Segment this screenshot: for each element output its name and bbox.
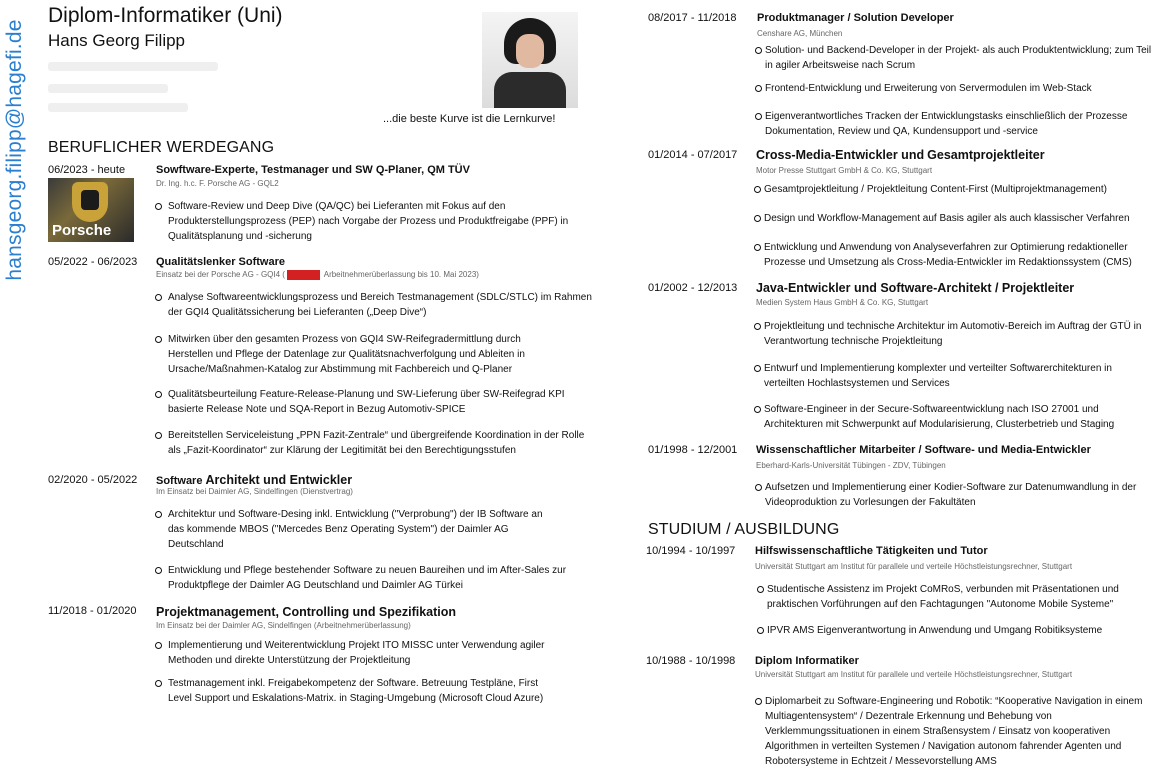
list-item: Projektleitung und technische Architektur im Automotiv-Bereich im Auftrag der GTÜ in Verantwortung technische Projektleitung xyxy=(764,319,1154,349)
list-item: Entwicklung und Pflege bestehender Software zu neuen Baureihen und im After-Sales zur Produktpflege der Daimler AG Deutschland und Daimler AG Türkei xyxy=(168,565,567,591)
blurred-contact-line xyxy=(48,84,168,93)
list-item: Design und Workflow-Management auf Basis agiler als auch klassischer Verfahren xyxy=(764,211,1154,226)
list-item: Software-Engineer in der Secure-Softwareentwicklung nach ISO 27001 und Architekturen mit Schwerpunkt auf Modularisierung, Clusterbetrieb und Staging xyxy=(764,402,1154,432)
list-item: Architektur und Software-Desing inkl. Entwicklung ("Verprobung") der IB Software an das kommende MBOS ("Mercedes Benz Operating System") der Daimler AG Deutschland xyxy=(168,507,558,552)
entry-role: Hilfswissenschaftliche Tätigkeiten und Tutor xyxy=(755,545,988,557)
entry-org: Medien System Haus GmbH & Co. KG, Stuttgart xyxy=(756,298,929,307)
person-name: Hans Georg Filipp xyxy=(48,31,186,50)
entry-date: 01/1998 - 12/2001 xyxy=(648,444,738,456)
entry-role: Diplom Informatiker xyxy=(755,655,859,667)
list-item: Eigenverantwortliches Tracken der Entwicklungstasks einschließlich der Prozesse Dokumentation, Review und QA, Kundensupport und -service xyxy=(765,109,1155,139)
list-item: Studentische Assistenz im Projekt CoMRoS, verbunden mit Präsentationen und praktischen Vorführungen auf den Fachtagungen "Autonome Mobile Systeme" xyxy=(767,582,1152,612)
entry-org: Dr. Ing. h.c. F. Porsche AG - GQL2 xyxy=(156,179,279,188)
entry-org: Einsatz bei der Porsche AG - GQI4 ( Arbeitnehmerüberlassung bis 10. Mai 2023) xyxy=(156,270,479,280)
entry-org: Im Einsatz bei Daimler AG, Sindelfingen (Dienstvertrag) xyxy=(156,487,353,496)
blurred-contact-line xyxy=(48,103,188,112)
entry-role: Wissenschaftlicher Mitarbeiter / Software- und Media-Entwickler xyxy=(756,444,1091,456)
page-title: Diplom-Informatiker (Uni) xyxy=(48,4,283,27)
entry-date: 01/2002 - 12/2013 xyxy=(648,282,738,294)
entry-role: Sowftware-Experte, Testmanager und SW Q-Planer, QM TÜV xyxy=(156,164,470,176)
list-item: Qualitätsbeurteilung Feature-Release-Planung und SW-Lieferung über SW-Reifegrad KPI basierte Release Note und SQA-Report in Bezug Automotiv-SPICE xyxy=(168,387,568,417)
blurred-contact-line xyxy=(48,62,218,71)
entry-date: 10/1994 - 10/1997 xyxy=(646,545,736,557)
porsche-logo xyxy=(48,178,134,242)
list-item: Entwurf und Implementierung komplexter und verteilter Softwarerchitekturen in verteilten Hochlastsystemen und Services xyxy=(764,361,1154,391)
entry-date: 02/2020 - 05/2022 xyxy=(48,474,138,486)
entry-org: Im Einsatz bei der Daimler AG, Sindelfingen (Arbeitnehmerüberlassung) xyxy=(156,621,411,630)
list-item: Diplomarbeit zu Software-Engineering und Robotik: “Kooperative Navigation in einem Multiagentensystem“ / Dezentrale Erkennung und Behebung von Verklemmungssituationen in einem Straßensystem / Einsatz von kooperativen Algorithmen in verteilten Systemen / Navigation autonom fahrender Agenten und Robotersysteme in Echtzeit / Messevorstellung AMS xyxy=(765,694,1153,769)
entry-role: Software Architekt und Entwickler xyxy=(156,473,353,487)
entry-role: Produktmanager / Solution Developer xyxy=(757,12,954,24)
entry-date: 01/2014 - 07/2017 xyxy=(648,149,738,161)
vertical-email-link[interactable] xyxy=(0,0,30,779)
list-item: Analyse Softwareentwicklungsprozess und Bereich Testmanagement (SDLC/STLC) im Rahmen der GQI4 Qualitätssicherung bei Lieferanten („Deep Dive“) xyxy=(168,292,592,318)
email-text[interactable]: hansgeorg.filipp@hagefi.de xyxy=(3,19,26,281)
entry-date: 08/2017 - 11/2018 xyxy=(648,12,737,24)
entry-org: Universität Stuttgart am Institut für parallele und verteile Höchstleistungsrechner, Stuttgart xyxy=(755,670,1073,679)
entry-org: Motor Presse Stuttgart GmbH & Co. KG, Stuttgart xyxy=(756,166,933,175)
list-item: Gesamtprojektleitung / Projektleitung Content-First (Multiprojektmanagement) xyxy=(764,182,1154,197)
entry-date: 10/1988 - 10/1998 xyxy=(646,655,736,667)
entry-role: Qualitätslenker Software xyxy=(156,256,285,268)
list-item: Software-Review und Deep Dive (QA/QC) bei Lieferanten mit Fokus auf den Produkterstellungsprozess (PEP) nach Vorgabe der Prozess und Produktfreigabe (PPF) in Qualitätsplanung und -sicherung xyxy=(168,199,588,244)
section-career-title: BERUFLICHER WERDEGANG xyxy=(48,139,275,156)
porsche-logo-text: Porsche xyxy=(52,222,112,239)
profile-photo xyxy=(482,12,578,108)
red-badge-icon xyxy=(287,270,320,280)
entry-role: Java-Entwickler und Software-Architekt / Projektleiter xyxy=(756,281,1075,295)
entry-org: Eberhard-Karls-Universität Tübingen - ZDV, Tübingen xyxy=(756,461,946,470)
list-item: IPVR AMS Eigenverantwortung in Anwendung und Umgang Robitiksysteme xyxy=(767,623,1152,638)
list-item: Solution- und Backend-Developer in der Projekt- als auch Produktentwicklung; zum Teil in agiler Arbeitsweise nach Scrum xyxy=(765,43,1155,73)
list-item: Frontend-Entwicklung und Erweiterung von Servermodulen im Web-Stack xyxy=(765,81,1155,96)
section-study-title: STUDIUM / AUSBILDUNG xyxy=(648,521,840,538)
entry-date: 06/2023 - heute xyxy=(48,164,126,176)
list-item: Testmanagement inkl. Freigabekompetenz der Software. Betreuung Testpläne, First Level Support und Eskalations-Matrix. in Staging-Umgebung (Microsoft Cloud Azure) xyxy=(168,676,563,706)
list-item: Entwicklung und Anwendung von Analyseverfahren zur Optimierung redaktioneller Prozesse und Umsetzung als Cross-Media-Entwickler im Redaktionssystem (CMS) xyxy=(764,240,1154,270)
list-item: Bereitstellen Serviceleistung „PPN Fazit-Zentrale“ und übergreifende Koordination in der Rolle als „Fazit-Koordinator“ zur Klärung der Legitimität bei den Berechtigungsstufen xyxy=(168,428,593,458)
list-item: Implementierung und Weiterentwicklung Projekt ITO MISSC unter Verwendung agiler Methoden und direkte Unterstützung der Projektleitung xyxy=(168,638,568,668)
entry-role: Cross-Media-Entwickler und Gesamtprojektleiter xyxy=(756,148,1045,162)
motto-quote: ...die beste Kurve ist die Lernkurve! xyxy=(383,113,556,125)
entry-role: Projektmanagement, Controlling und Spezifikation xyxy=(156,605,457,619)
entry-date: 05/2022 - 06/2023 xyxy=(48,256,138,268)
entry-org: Censhare AG, München xyxy=(757,29,843,38)
list-item: Aufsetzen und Implementierung einer Kodier-Software zur Datenumwandlung in der Videoproduktion zu Vorlesungen der Fakultäten xyxy=(765,480,1150,510)
entry-date: 11/2018 - 01/2020 xyxy=(48,605,137,617)
entry-org: Universität Stuttgart am Institut für parallele und verteile Höchstleistungsrechner, Stuttgart xyxy=(755,562,1073,571)
list-item: Mitwirken über den gesamten Prozess von GQI4 SW-Reifegradermittlung durch Herstellen und Pflege der Datenlage zur Qualitätsnachverfolgung und Ableiten in Ursache/Maßnahmen-Katalog zur Abstimmung mit Fachbereich und Q-Planer xyxy=(168,332,568,377)
